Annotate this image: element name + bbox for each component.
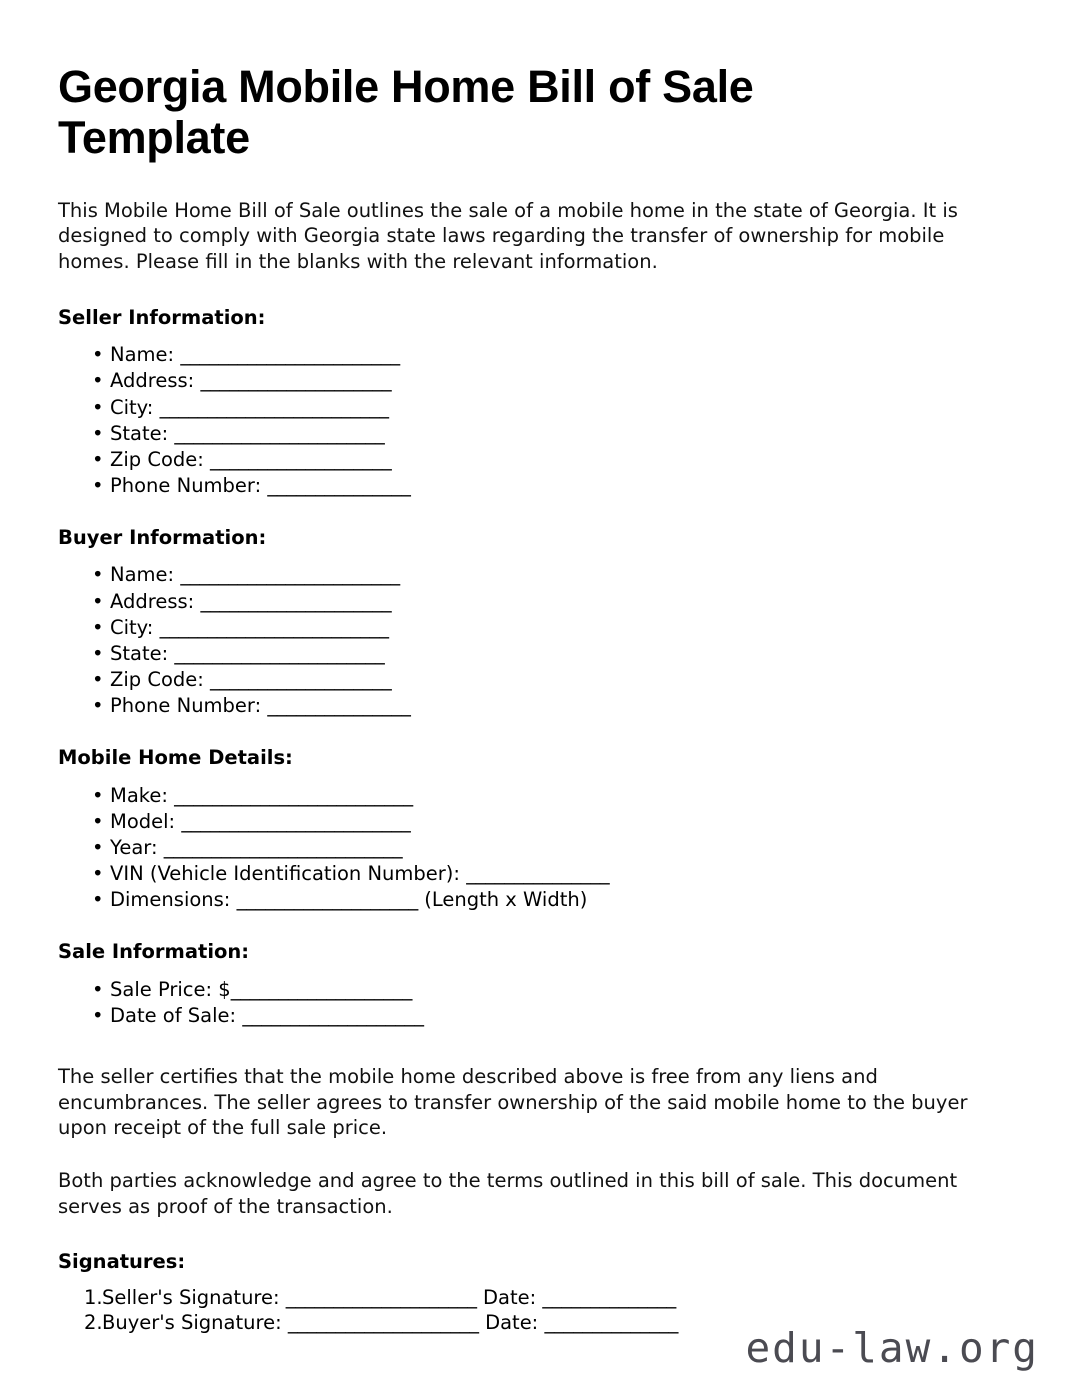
field-label: Date of Sale: xyxy=(110,1003,237,1027)
list-item xyxy=(58,342,1010,368)
buyer-information-heading: Buyer Information: xyxy=(58,526,267,550)
list-item xyxy=(58,861,1010,887)
list-item xyxy=(58,1286,1010,1311)
field-blank[interactable]: _________________________ xyxy=(174,783,413,807)
mobile-home-details-heading: Mobile Home Details: xyxy=(58,746,293,770)
sale-information-heading: Sale Information: xyxy=(58,940,250,964)
date-blank[interactable]: ______________ xyxy=(544,1310,679,1334)
signature-label: Seller's Signature: xyxy=(102,1285,280,1309)
field-label: Zip Code: xyxy=(110,447,204,471)
signatures-heading: Signatures: xyxy=(58,1249,186,1273)
list-marker: 2. xyxy=(84,1310,103,1334)
list-item xyxy=(58,835,1010,861)
field-blank[interactable]: _______________________ xyxy=(180,343,400,367)
list-item xyxy=(58,783,1010,809)
list-item xyxy=(58,615,1010,641)
list-item xyxy=(58,977,1010,1003)
field-blank[interactable]: ____________________ xyxy=(200,369,392,393)
sale-information-field-list xyxy=(58,977,1010,1029)
field-blank[interactable]: _______________________ xyxy=(180,563,400,587)
certification-paragraph: The seller certifies that the mobile home described above is free from any liens and encumbrances. The seller agrees to transfer ownership of the said mobile home to the buyer upon receipt of the full sale price. xyxy=(58,1064,968,1140)
list-item xyxy=(58,1003,1010,1029)
field-label: Zip Code: xyxy=(110,667,204,691)
date-blank[interactable]: ______________ xyxy=(542,1285,677,1309)
field-label: Name: xyxy=(110,563,175,587)
field-blank[interactable]: ______________________ xyxy=(174,421,385,445)
field-blank[interactable]: ___________________ xyxy=(210,667,392,691)
signature-label: Buyer's Signature: xyxy=(102,1310,282,1334)
page-title: Georgia Mobile Home Bill of Sale Template xyxy=(58,61,754,163)
field-blank[interactable]: ___________________ xyxy=(236,888,419,912)
list-item xyxy=(58,395,1010,421)
list-item xyxy=(58,473,1010,499)
list-item xyxy=(58,368,1010,394)
list-item xyxy=(58,641,1010,667)
list-marker: 1. xyxy=(84,1285,103,1309)
list-item xyxy=(58,447,1010,473)
date-label: Date: xyxy=(485,1310,539,1334)
field-suffix: (Length x Width) xyxy=(418,888,588,912)
seller-information-heading: Seller Information: xyxy=(58,305,266,329)
list-item xyxy=(58,562,1010,588)
list-item xyxy=(58,667,1010,693)
intro-paragraph: This Mobile Home Bill of Sale outlines the sale of a mobile home in the state of Georgia. It is designed to comply with Georgia state laws regarding the transfer of ownership for mobile homes. Please fill in the blanks with the relevant information. xyxy=(58,198,958,274)
field-label: Dimensions: xyxy=(110,888,231,912)
field-blank[interactable]: _______________ xyxy=(267,473,411,497)
date-label: Date: xyxy=(483,1285,537,1309)
field-blank[interactable]: ______________________ xyxy=(174,641,385,665)
field-blank[interactable]: _______________ xyxy=(466,861,610,885)
field-label: Phone Number: xyxy=(110,694,262,718)
field-label: City: xyxy=(110,615,154,639)
buyer-information-field-list xyxy=(58,562,1010,719)
field-label: Sale Price: $ xyxy=(110,977,231,1001)
field-blank[interactable]: _________________________ xyxy=(163,835,403,859)
mobile-home-details-field-list xyxy=(58,783,1010,914)
acknowledgement-paragraph: Both parties acknowledge and agree to the terms outlined in this bill of sale. This document serves as proof of the transaction. xyxy=(58,1169,958,1218)
field-label: Address: xyxy=(110,589,195,613)
field-label: Phone Number: xyxy=(110,473,262,497)
field-blank[interactable]: _______________ xyxy=(267,694,411,718)
field-blank[interactable]: ____________________ xyxy=(200,589,392,613)
field-label: Make: xyxy=(110,783,168,807)
field-label: Model: xyxy=(110,809,176,833)
list-item xyxy=(58,693,1010,719)
field-label: VIN (Vehicle Identification Number): xyxy=(110,861,460,885)
field-label: Address: xyxy=(110,369,195,393)
field-blank[interactable]: ___________________ xyxy=(230,977,413,1001)
footer-brand-watermark: edu-law.org xyxy=(745,1324,1039,1372)
signature-blank[interactable]: ____________________ xyxy=(285,1285,477,1309)
list-item xyxy=(58,421,1010,447)
document-content xyxy=(58,62,1010,1336)
field-blank[interactable]: ___________________ xyxy=(242,1003,424,1027)
field-blank[interactable]: ________________________ xyxy=(159,615,389,639)
field-blank[interactable]: ________________________ xyxy=(181,809,411,833)
field-blank[interactable]: ________________________ xyxy=(159,395,389,419)
field-label: Year: xyxy=(110,835,158,859)
list-item xyxy=(58,589,1010,615)
list-item xyxy=(58,887,1010,913)
field-label: State: xyxy=(110,421,169,445)
signature-blank[interactable]: ____________________ xyxy=(287,1310,479,1334)
field-label: Name: xyxy=(110,343,175,367)
seller-information-field-list xyxy=(58,342,1010,499)
list-item xyxy=(58,809,1010,835)
field-label: State: xyxy=(110,641,169,665)
field-label: City: xyxy=(110,395,154,419)
field-blank[interactable]: ___________________ xyxy=(210,447,392,471)
